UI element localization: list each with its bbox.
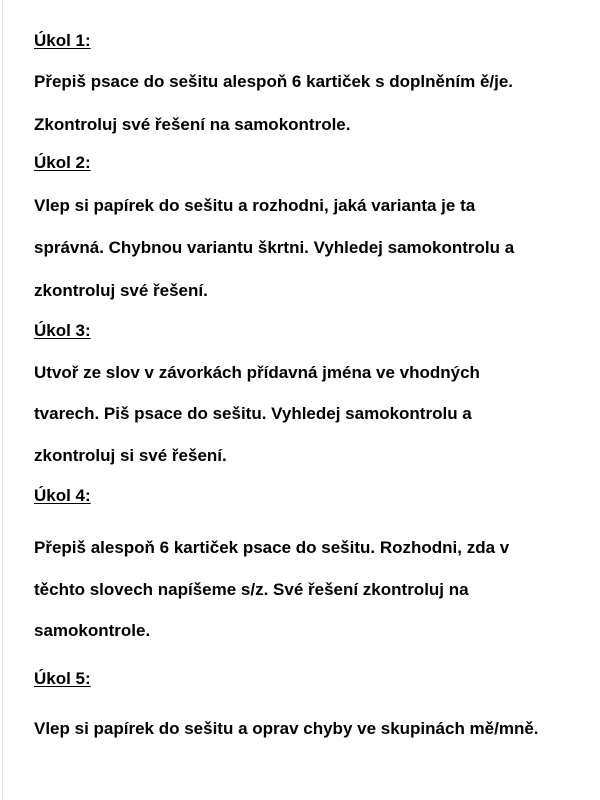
- task-3-heading: Úkol 3:: [34, 321, 91, 340]
- task-4-heading: Úkol 4:: [34, 486, 91, 505]
- task-4-line-1: Přepiš alespoň 6 kartiček psace do sešitu. Rozhodni, zda v: [34, 538, 510, 557]
- task-1-line-2: Zkontroluj své řešení na samokontrole.: [34, 115, 351, 134]
- task-3-line-3: zkontroluj si své řešení.: [34, 446, 227, 465]
- task-1-heading: Úkol 1:: [34, 31, 91, 50]
- task-1-line-1: Přepiš psace do sešitu alespoň 6 kartiček s doplněním ě/je.: [34, 72, 514, 91]
- task-5-heading: Úkol 5:: [34, 669, 91, 688]
- task-5-line-1: Vlep si papírek do sešitu a oprav chyby ve skupinách mě/mně.: [34, 719, 539, 738]
- task-4-line-2: těchto slovech napíšeme s/z. Své řešení zkontroluj na: [34, 580, 469, 599]
- task-2-heading: Úkol 2:: [34, 153, 91, 172]
- task-2-line-2: správná. Chybnou variantu škrtni. Vyhledej samokontrolu a: [34, 238, 515, 257]
- task-3-line-2: tvarech. Piš psace do sešitu. Vyhledej samokontrolu a: [34, 404, 472, 423]
- task-2-line-3: zkontroluj své řešení.: [34, 281, 208, 300]
- task-4-line-3: samokontrole.: [34, 621, 151, 640]
- task-2-line-1: Vlep si papírek do sešitu a rozhodni, jaká varianta je ta: [34, 196, 476, 215]
- task-3-line-1: Utvoř ze slov v závorkách přídavná jména ve vhodných: [34, 363, 480, 382]
